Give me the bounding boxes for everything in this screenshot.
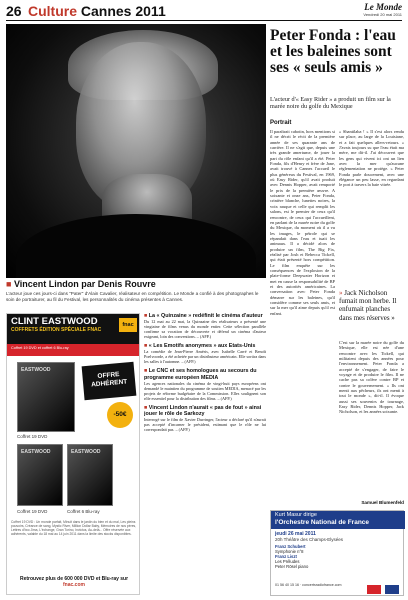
offer-text: OFFRE ADHÉRENT — [90, 371, 128, 389]
discount-badge: -50€ — [107, 402, 133, 428]
brief-headline — [144, 368, 266, 380]
ad-footer-link[interactable]: fnac.com — [63, 582, 85, 588]
photo-shoulder — [16, 214, 256, 278]
offer-badge — [82, 362, 137, 400]
photo-caption-text: L'acteur joue ces jours-ci dans "Pater" d'Alain Cavalier, réalisateur en compétition. Le Monde a confié à des photographes le soin de portraiturer, au fil du Festival, les personnalités du cinéma présentes à Cannes. — [6, 291, 259, 302]
brief-headline — [144, 405, 266, 417]
brief-marker-icon: ■ — [144, 404, 148, 411]
brief-item — [144, 405, 266, 432]
soloist: Peter Rösel piano — [275, 564, 309, 569]
brief-marker-icon: ■ — [144, 368, 148, 375]
ad-red-band-text: Coffret 19 DVD et coffret 6 Blu-ray — [11, 346, 69, 350]
work-1: Symphonie n°8 — [275, 549, 304, 554]
ad-banner — [7, 314, 140, 344]
ad-red-band — [7, 344, 140, 356]
newspaper-logo: Le Monde — [364, 2, 402, 12]
brief-marker-icon: ■ — [144, 313, 148, 319]
boxset-label: EASTWOOD — [71, 449, 101, 455]
page-header — [0, 0, 408, 22]
composer-2: Franz Liszt — [275, 554, 297, 559]
pullquote-marker-icon: » — [339, 289, 343, 297]
brief-text: Interrogé sur le film de Xavier Durringer, l'acteur a déclaré qu'il n'aurait pas accepté d'incarner le président, estimant que le rôle ne lui correspondait pas. – (AFP.) — [144, 417, 266, 433]
ad-title: CLINT EASTWOOD — [11, 316, 98, 327]
news-briefs — [144, 313, 266, 595]
article-headline: Peter Fonda : l'eau et les baleines sont ses « seuls amis » — [270, 27, 396, 76]
concert-banner — [271, 511, 405, 529]
article-signature: Samuel Blumenfeld — [361, 500, 404, 505]
concert-contact[interactable]: 01 56 40 15 16 · concertsradiofrance.com — [275, 583, 342, 587]
ad-footer — [11, 576, 137, 588]
brief-headline-text: Vincent Lindon n'aurait « pas de fout » ainsi jouer le rôle de Sarkozy — [144, 404, 262, 418]
brief-item — [144, 368, 266, 400]
article-column-2: « Shantilaba ! » Il s'est alors rendu sur place, au large de la Louisiane, et a fait quelques allers-retours. « J'avais toujours su que l'eau était ma mère, me dit-il. J'ai découvert que les gens qui vivent ici ont un lien avec la mer qu'aucune réglementation ne protège. » Peter Fonda parle doucement, avec une élégance un peu lasse, en regardant le port à travers la baie vitrée. — [339, 129, 404, 188]
page-number: 26 — [6, 3, 22, 19]
fnac-logo: fnac — [119, 318, 137, 332]
coffret-label-dvd: Coffret 19 DVD — [17, 509, 48, 514]
article-column-1: Il paraîtrait cabotin, hors mentions si il ne décrit le récit de la première année de ses quarante ans de carrière. Il ne s'agit que, depuis une très grande amertume, de jouer la part du rôle enfant qu'il a été. Peter Fonda, fils d'Henry et frère de Jane, avait trouvé à Cannes l'accueil le plus généreux du Festival, en 1969, où Easy Rider, qu'il avait produit avec Dennis Hopper, avait remporté le prix de la première œuvre. A soixante et onze ans, Peter Fonda, crinière blanche, lunettes noires, la voix rauque et celle qui remplit les salons, est le premier de ceux qu'il rencontre, de ceux qui l'accueillent, en parlant de la marée noire du golfe du Mexique, du moment où il a vu les images, le pétrole qui se répandait dans l'eau et tuait les animaux. Il a décidé alors de produire un film, The Big Fix, réalisé par Josh et Rebecca Tickell, qui était présenté hors compétition. Le film enquête sur les conséquences de l'explosion de la plate-forme Deepwater Horizon et met en cause la responsabilité de BP et des autorités américaines. La conversation avec Peter Fonda démarre sur les baleines, qu'il considère comme ses seuls amis, et sur la mer qu'il aime depuis qu'il est enfant. — [270, 129, 335, 316]
france-television-logo — [367, 585, 381, 594]
section-rubric — [28, 3, 166, 19]
ad-legal-text: Coffret 19 DVD : Un monde parfait, Minuit dans le jardin du bien et du mal, Les pleins pouvoirs, Créance de sang, Mystic River, Million Dollar Baby, Mémoires de nos pères, Lettres d'Iwo Jima, L'échange, Gran Torino, Invictus, Au-delà... Offre réservée aux adhérents, valable du 18 mai au 14 juin 2011 dans la limite des stocks disponibles. — [11, 520, 137, 536]
brief-headline-text: La « Quinzaine » redéfinit le cinéma d'auteur — [148, 313, 263, 319]
concert-date: jeudi 26 mai 2011 — [275, 531, 316, 537]
brief-headline-text: « Les Emotifs anonymes » aux Etats-Unis — [148, 343, 256, 350]
brief-text: Les agences nationales du cinéma de vingt-huit pays européens ont demandé le maintien du programme de soutien MEDIA, menacé par les projets de réforme budgétaire de la Commission. Elles soulignent son rôle essentiel pour la distribution des films. – (AFP.) — [144, 380, 266, 401]
advertisement-eastwood — [6, 313, 140, 595]
masthead — [363, 2, 402, 17]
issue-date: Vendredi 20 mai 2011 — [363, 12, 402, 17]
dvd-boxset-main — [17, 362, 75, 432]
brief-marker-icon: ■ — [144, 343, 148, 350]
concert-venue: 20h Théâtre des Champs-Elysées — [275, 537, 343, 542]
dvd-boxset-bluray — [67, 444, 113, 506]
radio-france-logo — [385, 585, 399, 594]
caption-title-text: Vincent Lindon par Denis Rouvre — [13, 279, 156, 289]
concert-orchestra: l'Orchestre National de France — [275, 519, 370, 526]
brief-item — [144, 343, 266, 364]
work-2: Les Préludes — [275, 559, 300, 564]
caption-marker-icon: ■ — [6, 279, 12, 289]
brief-text: La comédie de Jean-Pierre Améris, avec Isabelle Carré et Benoît Poelvoorde, a été achetée par un distributeur américain. Elle sortira dans les salles à l'automne. – (AFP.) — [144, 349, 266, 365]
composer-1: Franz Schubert — [275, 544, 306, 549]
rubric-event: Cannes 2011 — [80, 3, 166, 19]
portrait-photo — [6, 24, 266, 278]
photo-caption-title — [6, 279, 156, 289]
dvd-boxset-dvd — [17, 444, 63, 506]
article-column-3: C'est sur la marée noire du golfe du Mexique, elle est née d'une rencontre avec les Tickell, qui militaient depuis des années pour l'environnement. Peter Fonda a accepté de s'engager, de faire le voyage et de produire le film. Il ne cache pas sa colère contre BP et contre le gouvernement. « Ils ont menti aux pêcheurs, ils ont menti à tout le monde », dit-il. Il évoque aussi ses souvenirs de tournage, Easy Rider, Dennis Hopper, Jack Nicholson, et les années soixante. — [339, 340, 404, 415]
ad-footer-text: Retrouvez plus de 600 000 DVD et Blu-ray sur — [19, 576, 129, 582]
header-rule — [6, 20, 402, 21]
coffret-label-bluray: Coffret 6 Blu-ray — [67, 509, 100, 514]
ad-subtitle: COFFRETS ÉDITION SPÉCIALE FNAC — [11, 327, 102, 333]
advertisement-concert — [270, 510, 404, 596]
article-deck: L'acteur d'« Easy Rider » a produit un film sur la marée noire du golfe du Mexique — [270, 96, 391, 111]
article-pullquote — [339, 289, 404, 322]
pullquote-text: Jack Nicholson fumait mon herbe. Il enfumait planches dans mes réserves » — [339, 289, 397, 322]
concert-programme — [275, 544, 355, 569]
rubric-section: Culture — [28, 3, 77, 19]
coffret-label-main: Coffret 19 DVD — [17, 434, 48, 439]
brief-item — [144, 313, 266, 339]
article-kicker: Portrait — [270, 120, 292, 126]
brief-headline-text: Le CNC et ses homologues au secours du programme européen MEDIA — [144, 368, 257, 381]
concert-conductor: Kurt Masur dirige — [275, 512, 317, 518]
brief-text: Du 12 mai au 22 mai, la Quinzaine des réalisateurs a présenté une vingtaine de films venus du monde entier. Cette sélection parallèle confirme sa vocation de découverte et défend un cinéma d'auteur exigeant, loin des conventions. – (AFP.) — [144, 319, 266, 340]
boxset-label: EASTWOOD — [21, 449, 51, 455]
boxset-label: EASTWOOD — [21, 367, 51, 373]
